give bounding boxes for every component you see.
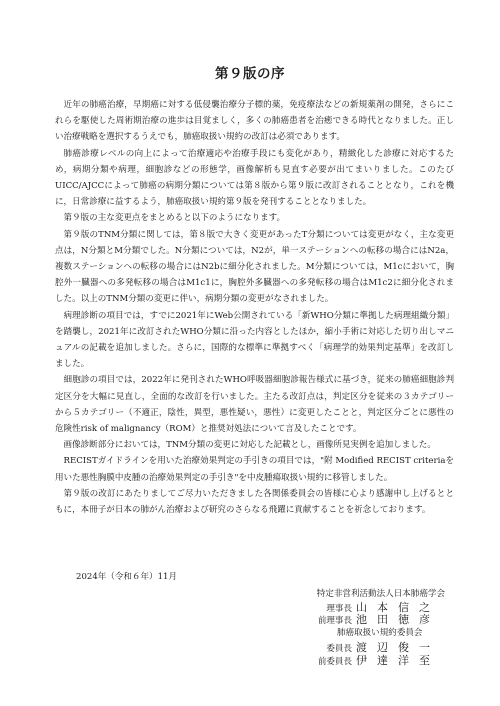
signatory-name: 山本信之 bbox=[356, 601, 440, 614]
paragraph: 画像診断部分においては，TNM分類の変更に対応した記載とし，画像所見実例を追加しました。 bbox=[63, 440, 436, 451]
paragraph: 肺癌診療レベルの向上によって治療適応や治療手段にも変化があり，精緻化した診療に対応するため，病期分類や病理，細胞診などの形態学，画像解析も見直す必要が出てまいりました。このたびUICC/AJCCによって肺癌の病期分類については第８版から第９版に改訂されることとなり，これを機に，日常診療に益するよう，肺癌取扱い規約第９版を発刊することとなりました。 bbox=[55, 148, 454, 208]
signatory-name: 池田徳彦 bbox=[356, 613, 440, 626]
committee-name: 肺癌取扱い規約委員会 bbox=[337, 628, 423, 638]
paragraph: 第９版のTNM分類に関しては，第８版で大きく変更があったT分類については変更がなく，主な変更点は，N分類とM分類でした。N分類については，N2が，単一ステーションへの転移の場合にはN2a，複数ステーションへの転移の場合にはN2bに細分化されました。M分類については，M1cにおいて，胸腔外一臓器への多発転移の場合はM1c1に，胸腔外多臓器への多発転移の場合はM1c2に細分化されました。以上のTNM分類の変更に伴い，病期分類の変更がなされました。 bbox=[55, 229, 454, 305]
publication-date: 2024年（令和６年）11月 bbox=[76, 572, 178, 582]
signatory-name: 渡辺俊一 bbox=[356, 641, 440, 654]
signatory-role: 前理事長 bbox=[317, 616, 352, 626]
signatory-role: 委員長 bbox=[326, 644, 352, 654]
signatory-role: 理事長 bbox=[326, 604, 352, 614]
preface-title: 第９版の序 bbox=[215, 66, 285, 82]
society-name: 特定非営利活動法人日本肺癌学会 bbox=[316, 589, 445, 599]
preface-body bbox=[55, 97, 454, 518]
paragraph: 病理診断の項目では，すでに2021年にWeb公開されている「新WHO分類に準拠した病理組織分類」を踏襲し，2021年に改訂されたWHO分類に沿った内容としたほか，縮小手術に対応した切り出しマニュアルの記載を追加しました。さらに，国際的な標準に準拠すべく「病理学的効果判定基準」を改訂しました。 bbox=[55, 310, 454, 370]
signatory-role: 前委員長 bbox=[317, 657, 352, 667]
paragraph: 第９版の改訂にあたりましてご尽力いただきました各関係委員会の皆様に心より感謝申し上げるとともに，本冊子が日本の肺がん治療および研究のさらなる飛躍に貢献することを祈念しております。 bbox=[55, 488, 454, 516]
paragraph: 近年の肺癌治療，早期癌に対する低侵襲治療分子標的薬，免疫療法などの新規薬剤の開発，さらにこれらを駆使した周術期治療の進歩は目覚ましく，多くの肺癌患者を治癒できる時代となりました。正しい治療戦略を選択するうえでも，肺癌取扱い規約の改訂は必須であります。 bbox=[55, 100, 454, 143]
paragraph: 細胞診の項目では，2022年に発刊されたWHO呼吸器細胞診報告様式に基づき，従来の肺癌細胞診判定区分を大幅に見直し，全面的な改訂を行いました。主たる改訂点は，判定区分を従来の３カテゴリーから５カテゴリー（不適正，陰性，異型，悪性疑い，悪性）に変更したことと，判定区分ごとに悪性の危険性risk of malignancy（ROM）と推奨対処法について言及したことです。 bbox=[55, 375, 454, 435]
paragraph: RECISTガイドラインを用いた治療効果判定の手引きの項目では，"附 Modified RECIST criteriaを用いた悪性胸膜中皮腫の治療効果判定の手引き"を中皮腫瘍取扱い規約に移管しました。 bbox=[55, 456, 454, 483]
signatory-name: 伊達洋至 bbox=[356, 654, 440, 667]
paragraph: 第９版の主な変更点をまとめると以下のようになります。 bbox=[63, 213, 286, 224]
